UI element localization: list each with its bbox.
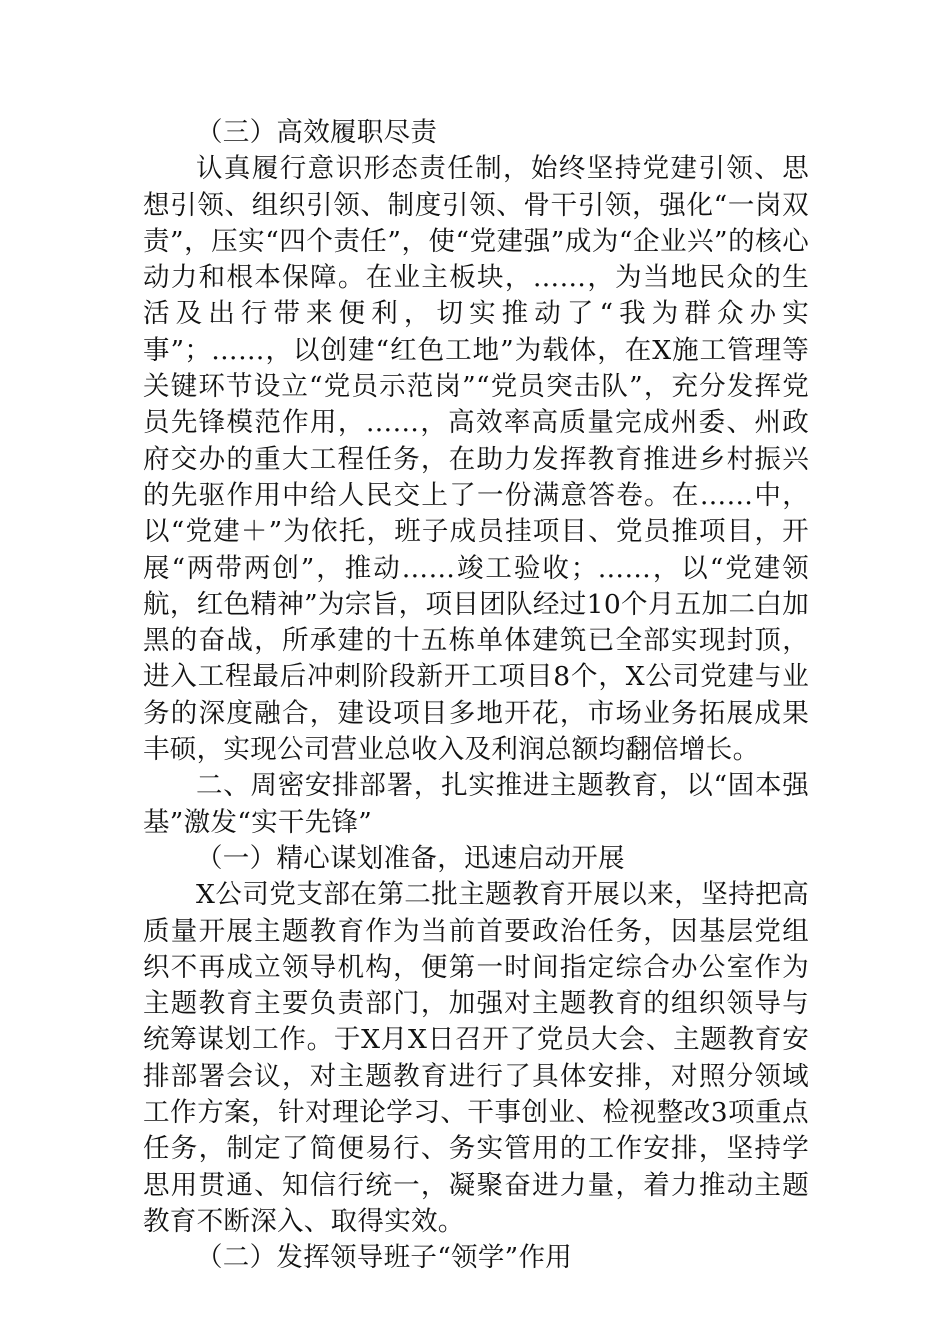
section-heading-3: （三）高效履职尽责 xyxy=(196,117,438,148)
chapter-heading-2: 二、周密安排部署，扎实推进主题教育，以“固本强基”激发“实干先锋” xyxy=(143,770,809,838)
section-heading-1: （一）精心谋划准备，迅速启动开展 xyxy=(196,842,625,874)
body-paragraph: X公司党支部在第二批主题教育开展以来，坚持把高质量开展主题教育作为当前首要政治任务，因基层党组织不再成立领导机构，便第一时间指定综合办公室作为主题教育主要负责部门，加强对主题教育的组织领导与统筹谋划工作。于X月X日召开了党员大会、主题教育安排部署会议，对主题教育进行了具体安排，对照分领域工作方案，针对理论学习、干事创业、检视整改3项重点任务，制定了简便易行、务实管用的工作安排，坚持学思用贯通、知信行统一，凝聚奋进力量，着力推动主题教育不断深入、取得实效。 xyxy=(143,879,809,1237)
section-heading-2: （二）发挥领导班子“领学”作用 xyxy=(196,1242,573,1274)
body-paragraph: 认真履行意识形态责任制，始终坚持党建引领、思想引领、组织引领、制度引领、骨干引领，强化“一岗双责”，压实“四个责任”，使“党建强”成为“企业兴”的核心动力和根本保障。在业主板块，……，为当地民众的生活及出行带来便利，切实推动了“我为群众办实事”；……，以创建“红色工地”为载体，在X施工管理等关键环节设立“党员示范岗”“党员突击队”，充分发挥党员先锋模范作用，……，高效率高质量完成州委、州政府交办的重大工程任务，在助力发挥教育推进乡村振兴的先驱作用中给人民交上了一份满意答卷。在……中，以“党建＋”为依托，班子成员挂项目、党员推项目，开展“两带两创”，推动……竣工验收；……，以“党建领航，红色精神”为宗旨，项目团队经过10个月五加二白加黑的奋战，所承建的十五栋单体建筑已全部实现封顶，进入工程最后冲刺阶段新开工项目8个，X公司党建与业务的深度融合，建设项目多地开花，市场业务拓展成果丰硕，实现公司营业总收入及利润总额均翻倍增长。 xyxy=(143,153,809,766)
document-page xyxy=(143,115,809,1277)
